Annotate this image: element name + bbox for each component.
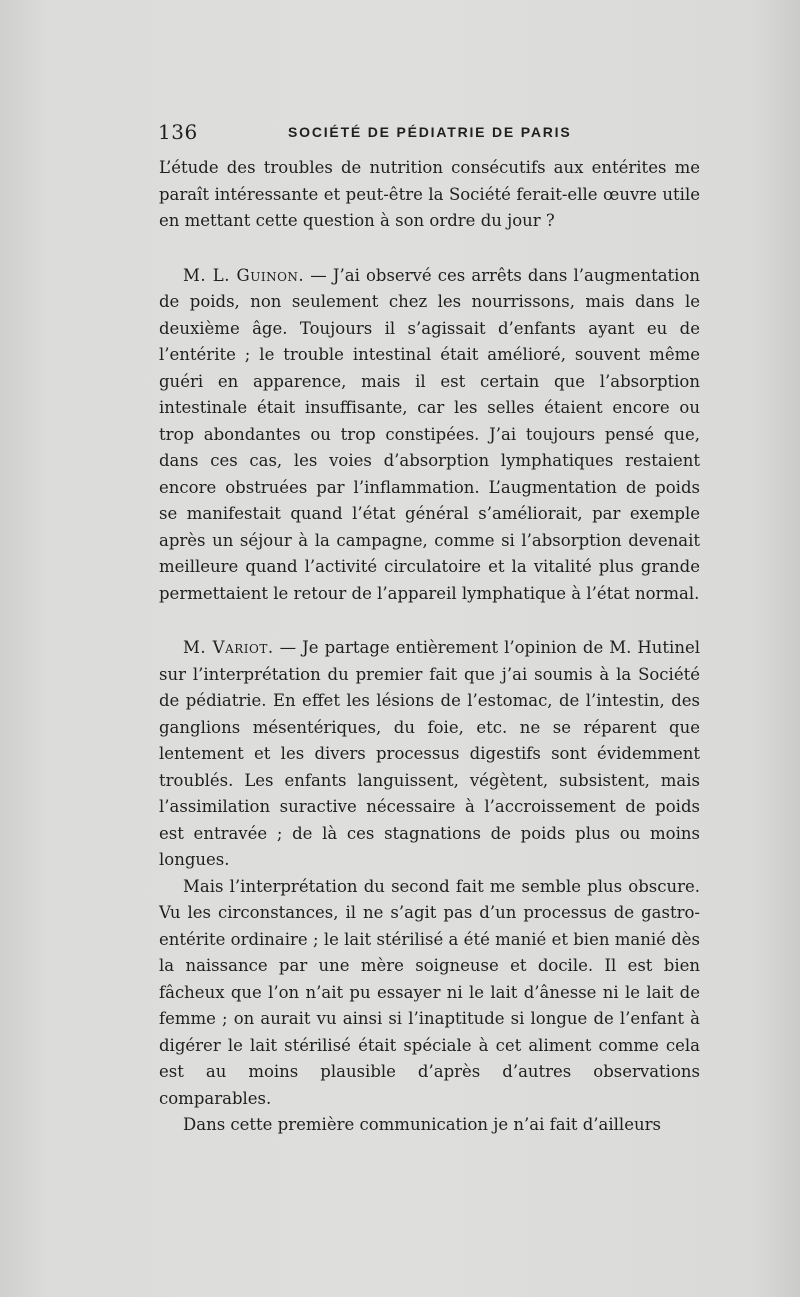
- speaker-guinon: M. L. Guinon.: [183, 265, 305, 285]
- paragraph-1: L’étude des troubles de nutrition consécutifs aux entérites me paraît intéressante et peut-être la Société ferait-elle œuvre utile en mettant cette question à son ordre du jour ?: [159, 158, 700, 230]
- paragraph-variot: [159, 635, 700, 874]
- paragraph-guinon: [159, 263, 700, 608]
- page-number: 136: [158, 120, 198, 144]
- guinon-remarks: — J’ai observé ces arrêts dans l’augmentation de poids, non seulement chez les nourrissons, mais dans le deuxième âge. Toujours il s’agissait d’enfants ayant eu de l’entérite ; le trouble intestinal était amélioré, souvent même guéri en apparence, mais il est certain que l’absorption intestinale était insuffisante, car les selles étaient encore ou trop abondantes ou trop constipées. J’ai toujours pensé que, dans ces cas, les voies d’absorption lymphatiques restaient encore obstruées par l’inflammation. L’augmentation de poids se manifestait quand l’état général s’améliorait, par exemple après un séjour à la campagne, comme si l’absorption devenait meilleure quand l’activité circulatoire et la vitalité plus grande permettaient le retour de l’appareil lymphatique à l’état normal.: [159, 265, 701, 603]
- body-text: [159, 155, 700, 1139]
- paragraph-4: Mais l’interprétation du second fait me semble plus obscure. Vu les circonstances, il ne s’agit pas d’un processus de gastro-entérite ordinaire ; le lait stérilisé a été manié et bien manié dès la naissance par une mère soigneuse et docile. Il est bien fâcheux que l’on n’ait pu essayer ni le lait d’ânesse ni le lait de femme ; on aurait vu ainsi si l’inaptitude si longue de l’enfant à digérer le lait stérilisé était spéciale à cet aliment comme cela est au moins plausible d’après d’autres observations comparables.: [159, 876, 700, 1108]
- paragraph-5: Dans cette première communication je n’ai fait d’ailleurs: [183, 1115, 661, 1134]
- speaker-variot: M. Variot.: [183, 638, 274, 657]
- page-header: [158, 120, 700, 150]
- running-title: SOCIÉTÉ DE PÉDIATRIE DE PARIS: [288, 124, 572, 140]
- variot-remarks: — Je partage entièrement l’opinion de M. Hutinel sur l’interprétation du premier fait que j’ai soumis à la Société de pédiatrie. En effet les lésions de l’estomac, de l’intestin, des ganglions mésentériques, du foie, etc. ne se réparent que lentement et les divers processus digestifs sont évidemment troublés. Les enfants languissent, végètent, subsistent, mais l’assimilation suractive nécessaire à l’accroissement de poids est entravée ; de là ces stagnations de poids plus ou moins longues.: [159, 638, 700, 869]
